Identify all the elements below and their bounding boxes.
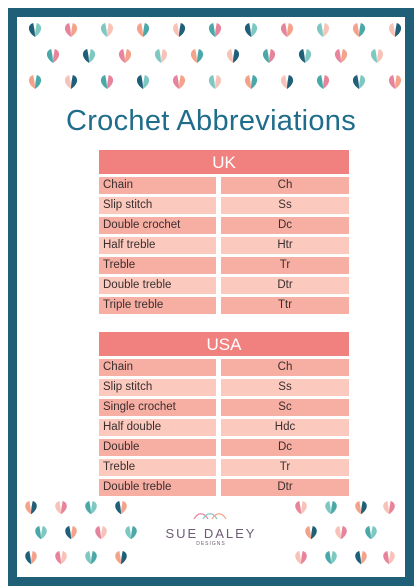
leaf-shape bbox=[161, 49, 167, 63]
leaf-shape bbox=[125, 49, 131, 63]
leaf-shape bbox=[281, 23, 287, 37]
uk-table bbox=[99, 150, 349, 317]
page-title: Crochet Abbreviations bbox=[65, 105, 356, 137]
table-row bbox=[99, 479, 349, 496]
leaf-shape bbox=[361, 551, 367, 564]
leaf-shape bbox=[121, 551, 127, 564]
leaf-shape bbox=[383, 501, 389, 514]
leaf-shape bbox=[115, 501, 121, 514]
term-cell: Double bbox=[99, 439, 216, 456]
leaf-shape bbox=[215, 75, 221, 89]
leaf-shape bbox=[55, 551, 61, 564]
leaf-shape bbox=[35, 75, 41, 89]
leaf-shape bbox=[359, 75, 365, 89]
leaf-shape bbox=[301, 501, 307, 514]
logo-brand-text: SUE DALEY bbox=[165, 526, 257, 541]
abbreviation-cell: Ttr bbox=[221, 297, 349, 314]
leaf-shape bbox=[287, 75, 293, 89]
term-cell: Slip stitch bbox=[99, 379, 216, 396]
leaf-shape bbox=[365, 526, 371, 539]
leaf-shape bbox=[341, 526, 347, 539]
table-row bbox=[99, 177, 349, 194]
abbreviation-cell: Dtr bbox=[221, 277, 349, 294]
abbreviation-cell: Ch bbox=[221, 359, 349, 376]
leaf-shape bbox=[311, 526, 317, 539]
leaf-shape bbox=[263, 49, 269, 63]
leaf-shape bbox=[143, 23, 149, 37]
leaf-shape bbox=[131, 526, 137, 539]
leaf-shape bbox=[65, 23, 71, 37]
leaf-shape bbox=[25, 501, 31, 514]
poster-frame bbox=[8, 8, 414, 586]
table-row bbox=[99, 197, 349, 214]
leaf-shape bbox=[245, 75, 251, 89]
leaf-shape bbox=[107, 75, 113, 89]
leaf-shape bbox=[31, 501, 37, 514]
leaf-shape bbox=[295, 501, 301, 514]
leaf-shape bbox=[389, 501, 395, 514]
leaf-shape bbox=[245, 23, 251, 37]
leaf-shape bbox=[215, 23, 221, 37]
uk-table-header: UK bbox=[99, 150, 349, 174]
leaf-shape bbox=[115, 551, 121, 564]
table-row bbox=[99, 459, 349, 476]
abbreviation-cell: Tr bbox=[221, 257, 349, 274]
leaf-shape bbox=[179, 75, 185, 89]
usa-table bbox=[99, 332, 349, 499]
leaf-shape bbox=[331, 551, 337, 564]
leaf-shape bbox=[101, 23, 107, 37]
table-row bbox=[99, 257, 349, 274]
leaf-shape bbox=[251, 23, 257, 37]
term-cell: Half treble bbox=[99, 237, 216, 254]
leaf-shape bbox=[361, 501, 367, 514]
leaf-shape bbox=[191, 49, 197, 63]
leaf-shape bbox=[85, 551, 91, 564]
leaf-shape bbox=[179, 23, 185, 37]
table-row bbox=[99, 217, 349, 234]
leaf-shape bbox=[371, 526, 377, 539]
table-row bbox=[99, 277, 349, 294]
leaf-shape bbox=[317, 23, 323, 37]
leaf-shape bbox=[383, 551, 389, 564]
leaf-shape bbox=[305, 526, 311, 539]
leaf-shape bbox=[101, 75, 107, 89]
leaf-shape bbox=[233, 49, 239, 63]
abbreviation-cell: Dtr bbox=[221, 479, 349, 496]
leaf-pattern-bottom bbox=[17, 497, 405, 577]
term-cell: Single crochet bbox=[99, 399, 216, 416]
leaf-shape bbox=[323, 75, 329, 89]
leaf-shape bbox=[331, 501, 337, 514]
leaf-shape bbox=[227, 49, 233, 63]
leaf-shape bbox=[47, 49, 53, 63]
leaf-shape bbox=[41, 526, 47, 539]
term-cell: Treble bbox=[99, 459, 216, 476]
leaf-shape bbox=[317, 75, 323, 89]
leaf-shape bbox=[325, 501, 331, 514]
leaf-shape bbox=[269, 49, 275, 63]
leaf-shape bbox=[355, 501, 361, 514]
table-row bbox=[99, 399, 349, 416]
term-cell: Half double bbox=[99, 419, 216, 436]
leaf-shape bbox=[325, 551, 331, 564]
leaf-shape bbox=[85, 501, 91, 514]
leaf-shape bbox=[335, 49, 341, 63]
term-cell: Chain bbox=[99, 359, 216, 376]
leaf-shape bbox=[121, 501, 127, 514]
leaf-shape bbox=[353, 75, 359, 89]
abbreviation-cell: Ch bbox=[221, 177, 349, 194]
leaf-shape bbox=[71, 75, 77, 89]
term-cell: Double treble bbox=[99, 277, 216, 294]
leaf-shape bbox=[299, 49, 305, 63]
leaf-shape bbox=[371, 49, 377, 63]
leaf-shape bbox=[389, 75, 395, 89]
leaf-shape bbox=[287, 23, 293, 37]
abbreviation-cell: Tr bbox=[221, 459, 349, 476]
leaf-shape bbox=[173, 23, 179, 37]
leaf-shape bbox=[107, 23, 113, 37]
table-row bbox=[99, 297, 349, 314]
leaf-shape bbox=[173, 75, 179, 89]
leaf-shape bbox=[143, 75, 149, 89]
leaf-shape bbox=[281, 75, 287, 89]
leaf-shape bbox=[125, 526, 131, 539]
leaf-shape bbox=[65, 526, 71, 539]
leaf-shape bbox=[389, 551, 395, 564]
leaf-shape bbox=[53, 49, 59, 63]
leaf-shape bbox=[155, 49, 161, 63]
abbreviation-cell: Ss bbox=[221, 379, 349, 396]
leaf-shape bbox=[305, 49, 311, 63]
leaf-shape bbox=[209, 23, 215, 37]
abbreviation-cell: Dc bbox=[221, 217, 349, 234]
leaf-shape bbox=[341, 49, 347, 63]
table-row bbox=[99, 419, 349, 436]
leaf-shape bbox=[101, 526, 107, 539]
leaf-shape bbox=[359, 23, 365, 37]
term-cell: Chain bbox=[99, 177, 216, 194]
leaf-shape bbox=[377, 49, 383, 63]
leaf-shape bbox=[301, 551, 307, 564]
leaf-shape bbox=[25, 551, 31, 564]
leaf-shape bbox=[353, 23, 359, 37]
leaf-shape bbox=[389, 23, 395, 37]
leaf-shape bbox=[209, 75, 215, 89]
abbreviation-cell: Ss bbox=[221, 197, 349, 214]
leaf-shape bbox=[71, 23, 77, 37]
leaf-shape bbox=[95, 526, 101, 539]
leaf-shape bbox=[35, 526, 41, 539]
leaf-shape bbox=[395, 23, 401, 37]
leaf-shape bbox=[395, 75, 401, 89]
usa-table-header: USA bbox=[99, 332, 349, 356]
table-row bbox=[99, 359, 349, 376]
term-cell: Treble bbox=[99, 257, 216, 274]
term-cell: Double treble bbox=[99, 479, 216, 496]
abbreviation-cell: Dc bbox=[221, 439, 349, 456]
leaf-shape bbox=[335, 526, 341, 539]
leaf-shape bbox=[71, 526, 77, 539]
leaf-shape bbox=[29, 23, 35, 37]
abbreviation-cell: Hdc bbox=[221, 419, 349, 436]
leaf-shape bbox=[83, 49, 89, 63]
table-row bbox=[99, 237, 349, 254]
leaf-shape bbox=[31, 551, 37, 564]
leaf-shape bbox=[355, 551, 361, 564]
abbreviation-cell: Sc bbox=[221, 399, 349, 416]
abbreviation-cell: Htr bbox=[221, 237, 349, 254]
leaf-shape bbox=[137, 75, 143, 89]
term-cell: Slip stitch bbox=[99, 197, 216, 214]
table-row bbox=[99, 379, 349, 396]
leaf-shape bbox=[251, 75, 257, 89]
leaf-shape bbox=[91, 501, 97, 514]
leaf-shape bbox=[197, 49, 203, 63]
leaf-shape bbox=[55, 501, 61, 514]
leaf-shape bbox=[323, 23, 329, 37]
leaf-pattern-top bbox=[17, 17, 405, 101]
leaf-shape bbox=[65, 75, 71, 89]
leaf-shape bbox=[89, 49, 95, 63]
logo-sub-text: DESIGNS bbox=[196, 541, 226, 547]
leaf-shape bbox=[91, 551, 97, 564]
leaf-shape bbox=[137, 23, 143, 37]
table-row bbox=[99, 439, 349, 456]
leaf-shape bbox=[35, 23, 41, 37]
leaf-shape bbox=[119, 49, 125, 63]
leaf-shape bbox=[295, 551, 301, 564]
leaf-shape bbox=[29, 75, 35, 89]
leaf-shape bbox=[61, 501, 67, 514]
leaf-shape bbox=[61, 551, 67, 564]
term-cell: Triple treble bbox=[99, 297, 216, 314]
term-cell: Double crochet bbox=[99, 217, 216, 234]
